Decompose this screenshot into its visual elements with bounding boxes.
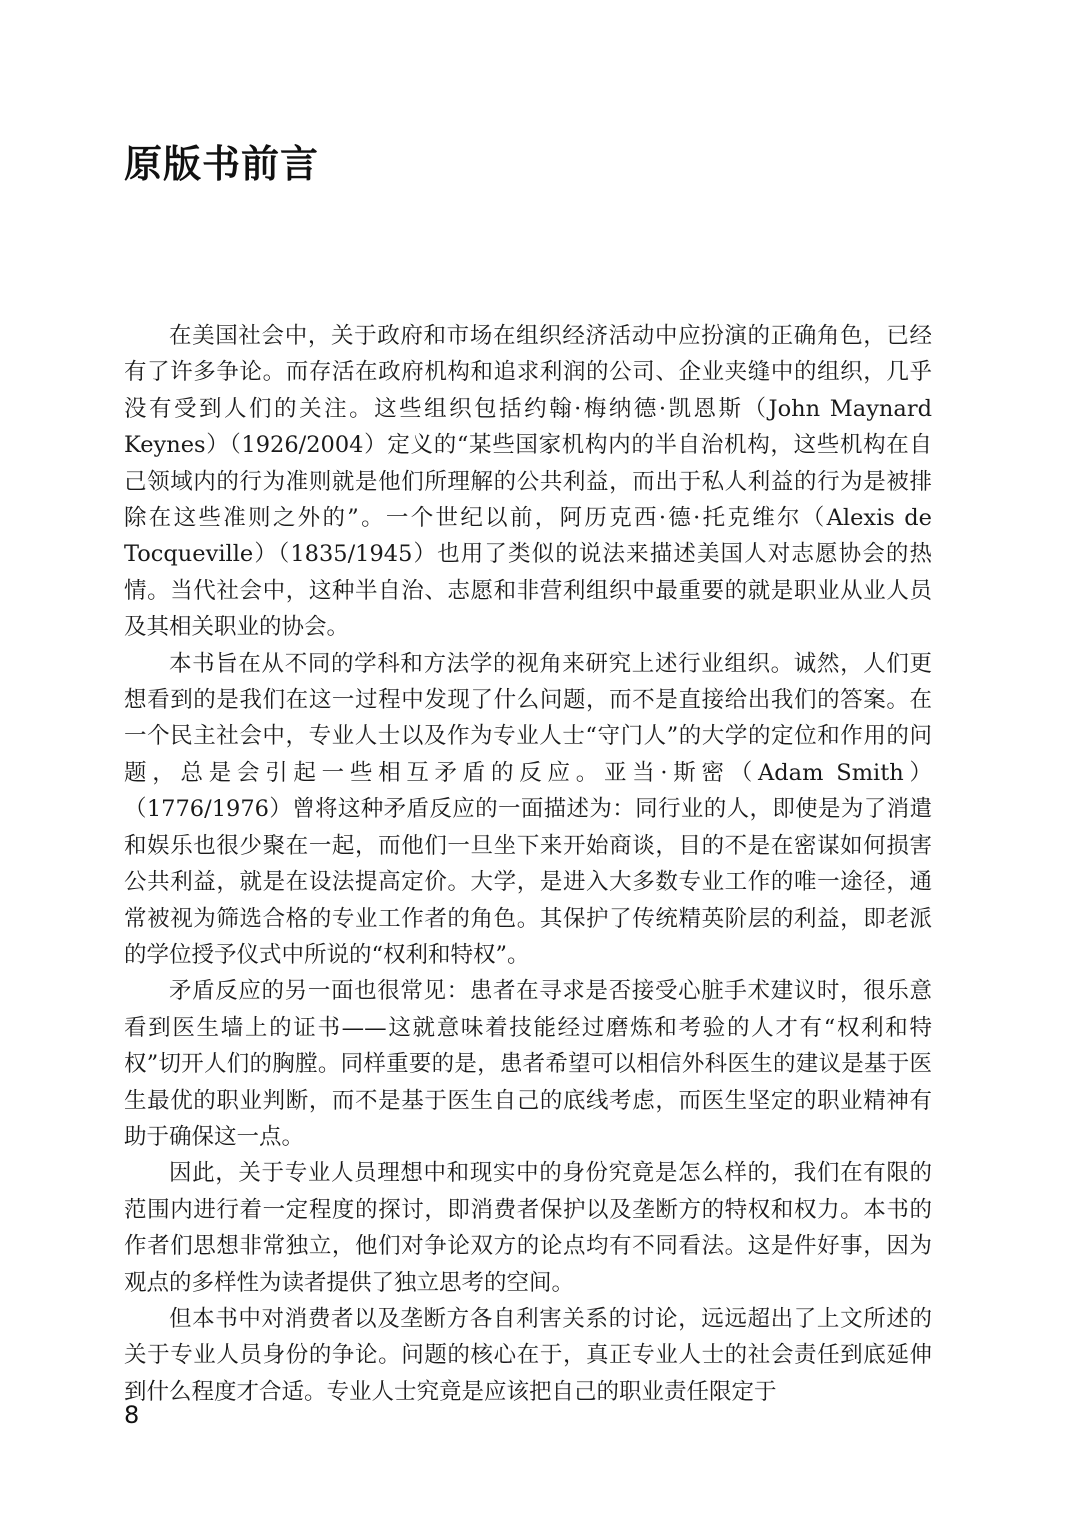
body-text — [124, 318, 932, 1410]
page-title: 原版书前言 — [124, 142, 320, 186]
paragraph-1: 在美国社会中，关于政府和市场在组织经济活动中应扮演的正确角色，已经有了许多争论。而存活在政府机构和追求利润的公司、企业夹缝中的组织，几乎没有受到人们的关注。这些组织包括约翰·梅纳德·凯恩斯（John Maynard Keynes）（1926/2004）定义的“某些国家机构内的半自治机构，这些机构在自己领域内的行为准则就是他们所理解的公共利益，而出于私人利益的行为是被排除在这些准则之外的”。一个世纪以前，阿历克西·德·托克维尔（Alexis de Tocqueville）（1835/1945）也用了类似的说法来描述美国人对志愿协会的热情。当代社会中，这种半自治、志愿和非营利组织中最重要的就是职业从业人员及其相关职业的协会。 — [124, 323, 932, 641]
paragraph-3: 矛盾反应的另一面也很常见：患者在寻求是否接受心脏手术建议时，很乐意看到医生墙上的证书——这就意味着技能经过磨炼和考验的人才有“权利和特权”切开人们的胸膛。同样重要的是，患者希望可以相信外科医生的建议是基于医生最优的职业判断，而不是基于医生自己的底线考虑，而医生坚定的职业精神有助于确保这一点。 — [124, 978, 932, 1150]
paragraph-4: 因此，关于专业人员理想中和现实中的身份究竟是怎么样的，我们在有限的范围内进行着一定程度的探讨，即消费者保护以及垄断方的特权和权力。本书的作者们思想非常独立，他们对争论双方的论点均有不同看法。这是件好事，因为观点的多样性为读者提供了独立思考的空间。 — [124, 1160, 932, 1296]
paragraph-2: 本书旨在从不同的学科和方法学的视角来研究上述行业组织。诚然，人们更想看到的是我们在这一过程中发现了什么问题，而不是直接给出我们的答案。在一个民主社会中，专业人士以及作为专业人士“守门人”的大学的定位和作用的问题，总是会引起一些相互矛盾的反应。亚当·斯密（Adam Smith）（1776/1976）曾将这种矛盾反应的一面描述为：同行业的人，即使是为了消遣和娱乐也很少聚在一起，而他们一旦坐下来开始商谈，目的不是在密谋如何损害公共利益，就是在设法提高定价。大学，是进入大多数专业工作的唯一途径，通常被视为筛选合格的专业工作者的角色。其保护了传统精英阶层的利益，即老派的学位授予仪式中所说的“权利和特权”。 — [124, 650, 932, 968]
page-number: 8 — [124, 1401, 140, 1429]
paragraph-5: 但本书中对消费者以及垄断方各自利害关系的讨论，远远超出了上文所述的关于专业人员身份的争论。问题的核心在于，真正专业人士的社会责任到底延伸到什么程度才合适。专业人士究竟是应该把自己的职业责任限定于 — [124, 1305, 932, 1405]
